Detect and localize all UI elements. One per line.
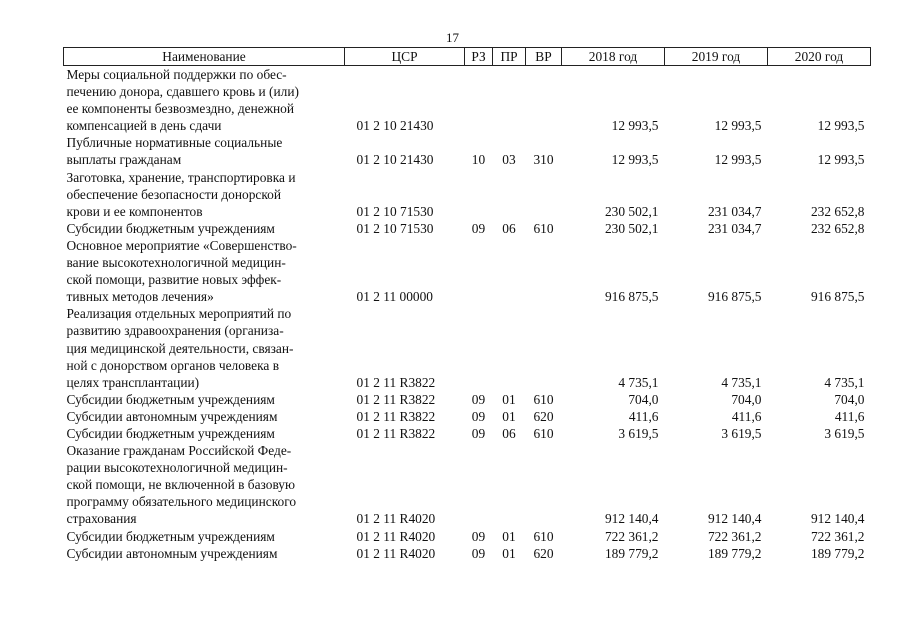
row-name [64,545,345,562]
table-row [64,425,871,442]
row-vr: 610 [533,425,554,441]
row-value-2019: 704,0 [731,391,762,407]
row-name-line: вание высокотехнологичной медицин- [66,255,286,271]
row-name-line: крови и ее компонентов [66,203,203,219]
row-rz: 09 [471,220,486,236]
row-name-line: обеспечение безопасности донорской [66,186,282,202]
row-value-2019: 189 779,2 [707,545,762,561]
row-value-2019: 411,6 [731,408,762,424]
row-name-line: Субсидии бюджетным учреждениям [66,528,275,544]
row-value-2020: 3 619,5 [824,425,865,441]
row-csr: 01 2 11 R3822 [356,391,436,407]
row-csr: 01 2 10 71530 [356,203,434,219]
row-name-line: компенсацией в день сдачи [66,118,222,134]
row-csr: 01 2 11 00000 [356,289,433,305]
row-pr: 03 [502,152,516,168]
row-name-line: Основное мероприятие «Совершенство- [66,237,297,253]
row-value-2019: 231 034,7 [707,220,762,236]
row-rz: 10 [471,152,486,168]
row-pr [493,442,526,527]
row-vr: 310 [533,152,554,168]
table-header-row [64,48,871,66]
row-name [64,528,345,545]
row-pr: 06 [502,425,516,441]
row-name-line: Субсидии автономным учреждениям [66,545,278,561]
row-name-line: ция медицинской деятельности, связан- [66,340,294,356]
table-row [64,66,871,135]
row-name [64,169,345,220]
row-rz [465,169,493,220]
row-value-2018: 189 779,2 [604,545,659,561]
row-pr [493,237,526,305]
row-value-2020: 232 652,8 [810,203,865,219]
row-value-2020: 704,0 [834,391,865,407]
row-csr: 01 2 11 R4020 [356,545,436,561]
row-pr: 01 [502,408,516,424]
row-value-2018: 411,6 [628,408,659,424]
row-name [64,408,345,425]
row-csr: 01 2 11 R3822 [356,374,436,390]
row-value-2019: 12 993,5 [714,152,762,168]
row-value-2020: 916 875,5 [810,289,865,305]
row-value-2018: 230 502,1 [604,203,659,219]
row-name [64,305,345,390]
row-pr [493,169,526,220]
row-value-2018: 916 875,5 [604,289,659,305]
row-name-line: целях трансплантации) [66,374,200,390]
row-name-line: ской помощи, не включенной в базовую [66,477,296,493]
row-name-line: Субсидии бюджетным учреждениям [66,425,275,441]
row-csr: 01 2 11 R3822 [356,425,436,441]
row-rz [465,66,493,135]
row-value-2018: 3 619,5 [618,425,659,441]
row-rz: 09 [471,425,486,441]
row-csr: 01 2 11 R4020 [356,511,436,527]
table-row [64,391,871,408]
row-value-2018: 912 140,4 [604,511,659,527]
row-name-line: печению донора, сдавшего кровь и (или) [66,84,299,100]
row-value-2018: 12 993,5 [611,118,659,134]
row-name [64,66,345,135]
row-csr: 01 2 10 21430 [356,152,434,168]
column-header-pr: ПР [493,48,526,66]
row-name-line: Оказание гражданам Российской Феде- [66,443,292,459]
row-value-2019: 916 875,5 [707,289,762,305]
row-name-line: тивных методов лечения» [66,289,214,305]
row-name-line: ее компоненты безвозмездно, денежной [66,101,295,117]
row-name-line: выплаты гражданам [66,152,182,168]
row-value-2020: 912 140,4 [810,511,865,527]
row-value-2020: 12 993,5 [817,152,865,168]
row-name [64,425,345,442]
row-rz: 09 [471,545,486,561]
column-header-vr: ВР [526,48,562,66]
row-name-line: Субсидии бюджетным учреждениям [66,220,275,236]
row-value-2020: 232 652,8 [810,220,865,236]
row-pr: 01 [502,391,516,407]
row-rz: 09 [471,391,486,407]
row-vr [526,305,562,390]
row-rz: 09 [471,408,486,424]
row-name-line: Публичные нормативные социальные [66,135,283,151]
row-csr: 01 2 11 R4020 [356,528,436,544]
row-rz [465,305,493,390]
row-name-line: Субсидии бюджетным учреждениям [66,391,275,407]
row-name-line: Субсидии автономным учреждениям [66,408,278,424]
row-value-2019: 12 993,5 [714,118,762,134]
row-vr: 620 [533,408,554,424]
row-name-line: Заготовка, хранение, транспортировка и [66,169,296,185]
column-header-2019: 2019 год [665,48,768,66]
row-value-2020: 12 993,5 [817,118,865,134]
row-value-2020: 4 735,1 [824,374,865,390]
row-csr: 01 2 10 21430 [356,118,434,134]
row-value-2019: 722 361,2 [707,528,762,544]
row-vr: 610 [533,528,554,544]
row-name [64,220,345,237]
row-name-line: страхования [66,511,137,527]
row-value-2018: 12 993,5 [611,152,659,168]
page-number: 17 [446,30,459,45]
row-vr [526,442,562,527]
row-vr: 620 [533,545,554,561]
row-vr [526,66,562,135]
row-vr: 610 [533,220,554,236]
table-row [64,305,871,390]
table-body [64,66,871,562]
row-value-2019: 231 034,7 [707,203,762,219]
row-value-2019: 4 735,1 [721,374,762,390]
table-row [64,134,871,168]
table-row [64,528,871,545]
row-vr [526,169,562,220]
row-value-2020: 411,6 [834,408,865,424]
row-pr [493,305,526,390]
table-row [64,220,871,237]
row-value-2018: 230 502,1 [604,220,659,236]
table-row [64,237,871,305]
row-name [64,391,345,408]
column-header-2020: 2020 год [768,48,871,66]
table-row [64,545,871,562]
row-value-2018: 4 735,1 [618,374,659,390]
row-name-line: Реализация отдельных мероприятий по [66,306,292,322]
row-pr: 06 [502,220,516,236]
row-value-2020: 722 361,2 [810,528,865,544]
table-row [64,442,871,527]
row-vr: 610 [533,391,554,407]
row-pr [493,66,526,135]
row-rz [465,442,493,527]
row-value-2019: 3 619,5 [721,425,762,441]
row-name-line: развитию здравоохранения (организа- [66,323,284,339]
column-header-csr: ЦСР [345,48,465,66]
row-pr: 01 [502,545,516,561]
row-value-2018: 722 361,2 [604,528,659,544]
row-name-line: программу обязательного медицинского [66,494,297,510]
row-name [64,237,345,305]
column-header-2018: 2018 год [562,48,665,66]
row-name [64,442,345,527]
table-row [64,169,871,220]
budget-table [63,47,871,562]
row-name-line: ской помощи, развитие новых эффек- [66,272,282,288]
row-csr: 01 2 11 R3822 [356,408,436,424]
row-rz: 09 [471,528,486,544]
row-pr: 01 [502,528,516,544]
row-value-2019: 912 140,4 [707,511,762,527]
row-vr [526,237,562,305]
column-header-name: Наименование [64,48,345,66]
table-row [64,408,871,425]
row-name-line: Меры социальной поддержки по обес- [66,67,287,82]
row-name-line: ной с донорством органов человека в [66,357,280,373]
row-rz [465,237,493,305]
row-name [64,134,345,168]
row-csr: 01 2 10 71530 [356,220,434,236]
column-header-rz: РЗ [465,48,493,66]
row-value-2018: 704,0 [628,391,659,407]
row-name-line: рации высокотехнологичной медицин- [66,460,288,476]
row-value-2020: 189 779,2 [810,545,865,561]
